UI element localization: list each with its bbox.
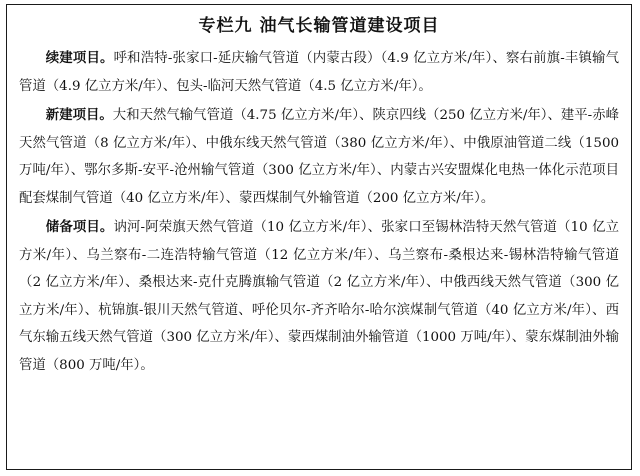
new-projects-lead: 新建项目。 [45,108,113,123]
continuing-projects-text: 呼和浩特-张家口-延庆输气管道（内蒙古段）（4.9 亿立方米/年）、察右前旗-丰镇输气管道（4.9 亿立方米/年）、包头-临河天然气管道（4.5 亿立方米/年）。 [19,51,619,94]
continuing-projects-paragraph [19,45,619,100]
continuing-projects-lead: 续建项目。 [45,51,114,66]
column-title: 专栏九 油气长输管道建设项目 [198,16,440,36]
new-projects-text: 大和天然气输气管道（4.75 亿立方米/年）、陕京四线（250 亿立方米/年）、建平-赤峰天然气管道（8 亿立方米/年）、中俄东线天然气管道（380 亿立方米/年）、中俄原油管道二线（1500 万吨/年）、鄂尔多斯-安平-沧州输气管道（300 亿立方米/年）、内蒙古兴安盟煤化电热一体化示范项目配套煤制气管道（40 亿立方米/年）、蒙西煤制气外输管道（200 亿立方米/年）。 [19,108,619,206]
reserve-projects-paragraph [19,214,619,379]
column-box [6,4,632,470]
new-projects-paragraph [19,102,619,212]
reserve-projects-text: 讷河-阿荣旗天然气管道（10 亿立方米/年）、张家口至锡林浩特天然气管道（10 亿立方米/年）、乌兰察布-二连浩特输气管道（12 亿立方米/年）、乌兰察布-桑根达来-锡林浩特输气管道（2 亿立方米/年）、桑根达来-克什克腾旗输气管道（2 亿立方米/年）、中俄西线天然气管道（300 亿立方米/年）、杭锦旗-银川天然气管道、呼伦贝尔-齐齐哈尔-哈尔滨煤制气管道（40 亿立方米/年）、西气东输五线天然气管道（300 亿立方米/年）、蒙西煤制油外输管道（1000 万吨/年）、蒙东煤制油外输管道（800 万吨/年）。 [19,220,619,373]
reserve-projects-lead: 储备项目。 [45,220,114,235]
